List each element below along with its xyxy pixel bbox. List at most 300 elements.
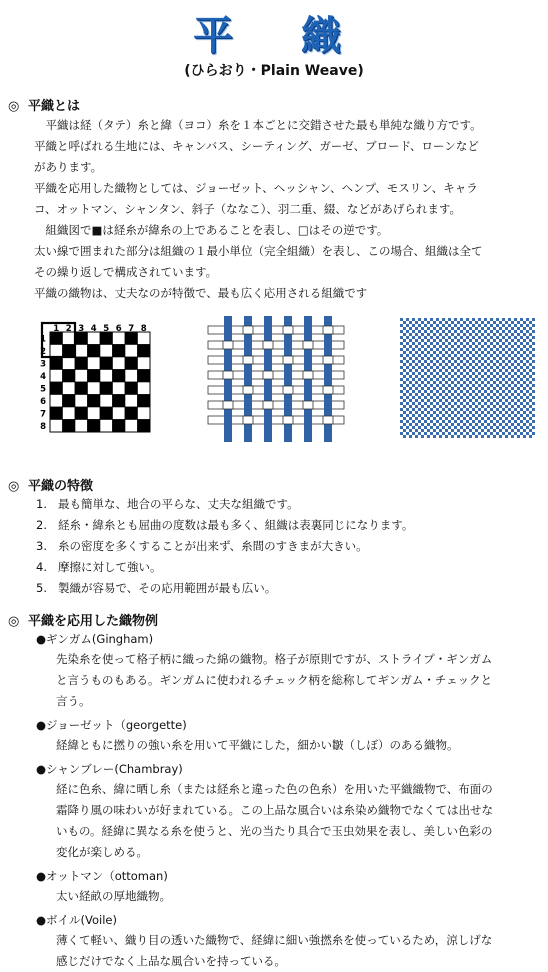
fabric-cell	[436, 336, 439, 339]
fabric-cell	[478, 402, 481, 405]
fabric-cell	[481, 393, 484, 396]
fabric-cell	[523, 405, 526, 408]
fabric-cell	[448, 378, 451, 381]
fabric-cell	[412, 354, 415, 357]
fabric-cell	[472, 420, 475, 423]
fabric-cell	[514, 426, 517, 429]
fabric-cell	[517, 345, 520, 348]
fabric-cell	[448, 426, 451, 429]
fabric-cell	[511, 327, 514, 330]
fabric-cell	[493, 369, 496, 372]
fabric-cell	[424, 408, 427, 411]
grid-cell	[125, 420, 138, 433]
fabric-cell	[448, 408, 451, 411]
fabric-cell	[478, 318, 481, 321]
fabric-cell	[499, 393, 502, 396]
fabric-example-name: ●ボイル(Voile)	[36, 913, 117, 927]
fabric-cell	[502, 342, 505, 345]
grid-cell	[63, 395, 76, 408]
fabric-cell	[418, 342, 421, 345]
fabric-cell	[496, 372, 499, 375]
fabric-cell	[424, 330, 427, 333]
fabric-cell	[469, 339, 472, 342]
fabric-cell	[517, 417, 520, 420]
fabric-cell	[505, 369, 508, 372]
fabric-cell	[478, 336, 481, 339]
fabric-cell	[403, 411, 406, 414]
description-line: 薄くて軽い、織り目の透いた織物で、経緯に細い強撚糸を使っているため，涼しげな	[56, 933, 493, 947]
fabric-cell	[424, 402, 427, 405]
fabric-cell	[475, 363, 478, 366]
fabric-cell	[400, 330, 403, 333]
fabric-cell	[445, 399, 448, 402]
fabric-cell	[442, 420, 445, 423]
fabric-cell	[421, 387, 424, 390]
fabric-cell	[427, 357, 430, 360]
fabric-cell	[442, 342, 445, 345]
fabric-cell	[466, 372, 469, 375]
fabric-cell	[439, 363, 442, 366]
description-line: 霜降り風の味わいが好まれている。この上品な風合いは糸染め織物でなくては出せな	[56, 803, 493, 817]
fabric-cell	[514, 396, 517, 399]
fabric-cell	[502, 360, 505, 363]
fabric-cell	[454, 330, 457, 333]
fabric-cell	[439, 399, 442, 402]
fabric-cell	[427, 321, 430, 324]
grid-cell	[138, 357, 151, 370]
fabric-cell	[427, 399, 430, 402]
fabric-cell	[499, 429, 502, 432]
fabric-cell	[532, 426, 535, 429]
fabric-cell	[499, 321, 502, 324]
fabric-cell	[457, 345, 460, 348]
fabric-cell	[511, 399, 514, 402]
page-title: 平 織	[193, 12, 355, 59]
fabric-cell	[442, 348, 445, 351]
fabric-cell	[478, 354, 481, 357]
fabric-cell	[412, 318, 415, 321]
fabric-cell	[439, 339, 442, 342]
fabric-cell	[463, 363, 466, 366]
fabric-cell	[520, 318, 523, 321]
fabric-cell	[523, 327, 526, 330]
fabric-cell	[496, 342, 499, 345]
fabric-cell	[517, 393, 520, 396]
weft-crossing	[323, 386, 333, 394]
fabric-cell	[508, 366, 511, 369]
fabric-cell	[436, 348, 439, 351]
fabric-cell	[475, 375, 478, 378]
grid-column-number: 5	[103, 324, 110, 334]
fabric-example-description	[56, 886, 536, 907]
fabric-cell	[454, 390, 457, 393]
feature-list	[36, 494, 413, 599]
fabric-cell	[493, 339, 496, 342]
fabric-cell	[457, 435, 460, 438]
fabric-cell	[403, 423, 406, 426]
fabric-cell	[469, 411, 472, 414]
fabric-cell	[532, 330, 535, 333]
fabric-cell	[469, 435, 472, 438]
fabric-cell	[502, 354, 505, 357]
fabric-cell	[451, 429, 454, 432]
feature-number: 1.	[36, 497, 47, 511]
description-line: 先染糸を使って格子柄に織った綿の織物。格子が原則ですが、ストライプ・ギンガム	[56, 652, 493, 666]
fabric-cell	[475, 399, 478, 402]
fabric-cell	[445, 351, 448, 354]
weft-crossing	[283, 326, 293, 334]
fabric-cell	[493, 351, 496, 354]
fabric-cell	[436, 384, 439, 387]
fabric-cell	[421, 375, 424, 378]
grid-row-number: 2	[40, 346, 46, 357]
fabric-cell	[400, 318, 403, 321]
description-line: 変化が楽しめる。	[56, 845, 148, 859]
fabric-cell	[418, 348, 421, 351]
fabric-cell	[529, 327, 532, 330]
fabric-cell	[529, 387, 532, 390]
fabric-cell	[445, 375, 448, 378]
weft-crossing	[223, 371, 233, 379]
fabric-cell	[454, 420, 457, 423]
fabric-cell	[442, 432, 445, 435]
fabric-cell	[505, 387, 508, 390]
fabric-cell	[451, 351, 454, 354]
fabric-cell	[487, 339, 490, 342]
fabric-cell	[439, 387, 442, 390]
grid-cell	[88, 395, 101, 408]
fabric-cell	[499, 369, 502, 372]
fabric-cell	[454, 408, 457, 411]
fabric-cell	[403, 327, 406, 330]
fabric-cell	[424, 318, 427, 321]
grid-cell	[138, 420, 151, 433]
weave-diagram-figure	[26, 318, 156, 444]
fabric-cell	[430, 378, 433, 381]
fabric-cell	[496, 426, 499, 429]
fabric-cell	[466, 366, 469, 369]
fabric-cell	[526, 354, 529, 357]
fabric-cell	[475, 435, 478, 438]
fabric-cell	[523, 333, 526, 336]
fabric-cell	[517, 321, 520, 324]
fabric-cell	[421, 327, 424, 330]
fabric-cell	[403, 405, 406, 408]
fabric-cell	[484, 432, 487, 435]
fabric-cell	[409, 423, 412, 426]
fabric-cell	[427, 375, 430, 378]
grid-cell	[125, 357, 138, 370]
fabric-cell	[424, 420, 427, 423]
fabric-cell	[415, 333, 418, 336]
fabric-cell	[457, 423, 460, 426]
fabric-cell	[460, 318, 463, 321]
fabric-cell	[403, 357, 406, 360]
feature-text: 経糸・緯糸とも屈曲の度数は最も多く、組織は表裏同じになります。	[58, 518, 414, 532]
fabric-cell	[487, 369, 490, 372]
fabric-cell	[475, 327, 478, 330]
fabric-cell	[442, 408, 445, 411]
fabric-cell	[400, 336, 403, 339]
fabric-cell	[520, 336, 523, 339]
fabric-cell	[439, 321, 442, 324]
fabric-cell	[406, 378, 409, 381]
fabric-cell	[520, 420, 523, 423]
fabric-cell	[475, 393, 478, 396]
fabric-cell	[511, 387, 514, 390]
fabric-cell	[505, 381, 508, 384]
fabric-cell	[478, 420, 481, 423]
fabric-cell	[490, 390, 493, 393]
fabric-cell	[412, 330, 415, 333]
fabric-cell	[511, 423, 514, 426]
fabric-example-description	[56, 779, 536, 863]
fabric-cell	[487, 411, 490, 414]
fabric-cell	[403, 351, 406, 354]
fabric-cell	[418, 408, 421, 411]
fabric-cell	[520, 396, 523, 399]
fabric-cell	[493, 411, 496, 414]
weft-crossing	[283, 416, 293, 424]
fabric-cell	[415, 387, 418, 390]
fabric-cell	[460, 354, 463, 357]
weft-crossing	[263, 341, 273, 349]
fabric-cell	[481, 423, 484, 426]
fabric-cell	[523, 345, 526, 348]
grid-cell	[125, 407, 138, 420]
fabric-cell	[451, 381, 454, 384]
fabric-cell	[442, 378, 445, 381]
fabric-cell	[451, 363, 454, 366]
fabric-cell	[526, 336, 529, 339]
fabric-texture-figure	[400, 318, 536, 444]
feature-text: 製織が容易で、その応用範囲が最も広い。	[58, 581, 277, 595]
fabric-cell	[463, 381, 466, 384]
fabric-cell	[487, 351, 490, 354]
fabric-cell	[496, 402, 499, 405]
fabric-cell	[490, 432, 493, 435]
fabric-cell	[514, 330, 517, 333]
fabric-cell	[526, 390, 529, 393]
fabric-cell	[514, 354, 517, 357]
fabric-cell	[436, 414, 439, 417]
fabric-cell	[436, 324, 439, 327]
grid-cell	[88, 345, 101, 358]
fabric-cell	[415, 423, 418, 426]
fabric-cell	[502, 318, 505, 321]
fabric-cell	[517, 387, 520, 390]
grid-cell	[125, 395, 138, 408]
fabric-cell	[472, 426, 475, 429]
fabric-cell	[406, 354, 409, 357]
fabric-cell	[472, 384, 475, 387]
fabric-cell	[463, 345, 466, 348]
fabric-cell	[460, 432, 463, 435]
fabric-cell	[424, 348, 427, 351]
fabric-cell	[448, 342, 451, 345]
grid-row-number: 6	[40, 396, 46, 407]
fabric-cell	[424, 354, 427, 357]
fabric-cell	[478, 372, 481, 375]
fabric-cell	[496, 408, 499, 411]
fabric-cell	[466, 396, 469, 399]
fabric-cell	[457, 321, 460, 324]
fabric-cell	[514, 414, 517, 417]
section-heading-examples	[8, 610, 158, 629]
fabric-cell	[463, 417, 466, 420]
fabric-cell	[415, 351, 418, 354]
fabric-cell	[457, 411, 460, 414]
fabric-cell	[436, 390, 439, 393]
fabric-cell	[487, 321, 490, 324]
grid-cell	[50, 357, 63, 370]
fabric-cell	[448, 366, 451, 369]
fabric-cell	[487, 417, 490, 420]
fabric-cell	[418, 420, 421, 423]
fabric-cell	[400, 408, 403, 411]
fabric-cell	[436, 432, 439, 435]
fabric-cell	[517, 405, 520, 408]
grid-cell	[50, 345, 63, 358]
fabric-cell	[421, 321, 424, 324]
fabric-cell	[487, 327, 490, 330]
fabric-cell	[526, 396, 529, 399]
fabric-cell	[433, 417, 436, 420]
grid-cell	[113, 395, 126, 408]
fabric-cell	[517, 381, 520, 384]
fabric-cell	[502, 432, 505, 435]
fabric-cell	[400, 324, 403, 327]
fabric-cell	[448, 324, 451, 327]
fabric-cell	[433, 369, 436, 372]
weft-crossing	[243, 386, 253, 394]
fabric-cell	[478, 426, 481, 429]
fabric-cell	[481, 381, 484, 384]
section-heading-features	[8, 475, 93, 494]
fabric-cell	[532, 402, 535, 405]
fabric-cell	[469, 327, 472, 330]
fabric-cell	[511, 333, 514, 336]
fabric-cell	[487, 363, 490, 366]
fabric-cell	[424, 372, 427, 375]
fabric-cell	[463, 423, 466, 426]
fabric-cell	[427, 387, 430, 390]
fabric-cell	[418, 324, 421, 327]
fabric-cell	[523, 423, 526, 426]
fabric-cell	[523, 429, 526, 432]
fabric-cell	[487, 399, 490, 402]
fabric-cell	[460, 330, 463, 333]
fabric-cell	[517, 333, 520, 336]
fabric-cell	[436, 366, 439, 369]
fabric-example-description	[56, 735, 536, 756]
fabric-cell	[418, 384, 421, 387]
fabric-cell	[439, 423, 442, 426]
fabric-cell	[511, 375, 514, 378]
fabric-cell	[472, 378, 475, 381]
fabric-cell	[409, 405, 412, 408]
fabric-cell	[436, 372, 439, 375]
fabric-cell	[415, 345, 418, 348]
fabric-cell	[442, 330, 445, 333]
fabric-cell	[415, 375, 418, 378]
fabric-cell	[454, 396, 457, 399]
fabric-cell	[529, 375, 532, 378]
fabric-cell	[433, 375, 436, 378]
fabric-cell	[403, 435, 406, 438]
fabric-cell	[415, 363, 418, 366]
fabric-cell	[436, 396, 439, 399]
fabric-cell	[430, 426, 433, 429]
fabric-cell	[427, 417, 430, 420]
fabric-cell	[478, 432, 481, 435]
fabric-cell	[403, 333, 406, 336]
fabric-cell	[451, 327, 454, 330]
weft-crossing	[263, 371, 273, 379]
grid-cell	[63, 345, 76, 358]
fabric-example-description	[56, 930, 536, 972]
weft-crossing	[303, 371, 313, 379]
fabric-cell	[442, 336, 445, 339]
fabric-cell	[439, 381, 442, 384]
grid-cell	[50, 420, 63, 433]
fabric-cell	[478, 324, 481, 327]
fabric-cell	[532, 384, 535, 387]
fabric-cell	[436, 342, 439, 345]
feature-text: 摩擦に対して強い。	[58, 560, 162, 574]
fabric-cell	[400, 396, 403, 399]
fabric-cell	[481, 351, 484, 354]
fabric-cell	[400, 372, 403, 375]
fabric-cell	[529, 321, 532, 324]
fabric-cell	[499, 423, 502, 426]
grid-cell	[63, 370, 76, 383]
fabric-cell	[460, 378, 463, 381]
fabric-cell	[526, 366, 529, 369]
feature-number: 4.	[36, 560, 47, 574]
fabric-cell	[403, 363, 406, 366]
fabric-cell	[472, 408, 475, 411]
fabric-cell	[424, 426, 427, 429]
fabric-cell	[418, 402, 421, 405]
fabric-cell	[502, 408, 505, 411]
fabric-cell	[403, 429, 406, 432]
fabric-cell	[511, 435, 514, 438]
fabric-cell	[529, 351, 532, 354]
fabric-cell	[409, 429, 412, 432]
section-heading-label: 平織の特徴	[28, 479, 94, 494]
fabric-cell	[424, 384, 427, 387]
fabric-cell	[493, 393, 496, 396]
grid-column-number: 7	[128, 324, 135, 334]
weft-crossing	[243, 356, 253, 364]
fabric-cell	[421, 405, 424, 408]
grid-cell	[63, 382, 76, 395]
fabric-cell	[463, 339, 466, 342]
weft-crossing	[283, 386, 293, 394]
fabric-cell	[487, 405, 490, 408]
fabric-cell	[409, 411, 412, 414]
fabric-cell	[424, 366, 427, 369]
fabric-cell	[496, 384, 499, 387]
fabric-cell	[409, 321, 412, 324]
fabric-cell	[484, 390, 487, 393]
fabric-cell	[460, 366, 463, 369]
grid-row-number: 1	[40, 334, 46, 345]
fabric-cell	[487, 333, 490, 336]
fabric-cell	[472, 348, 475, 351]
fabric-example-name: ●ジョーゼット（georgette)	[36, 718, 187, 732]
